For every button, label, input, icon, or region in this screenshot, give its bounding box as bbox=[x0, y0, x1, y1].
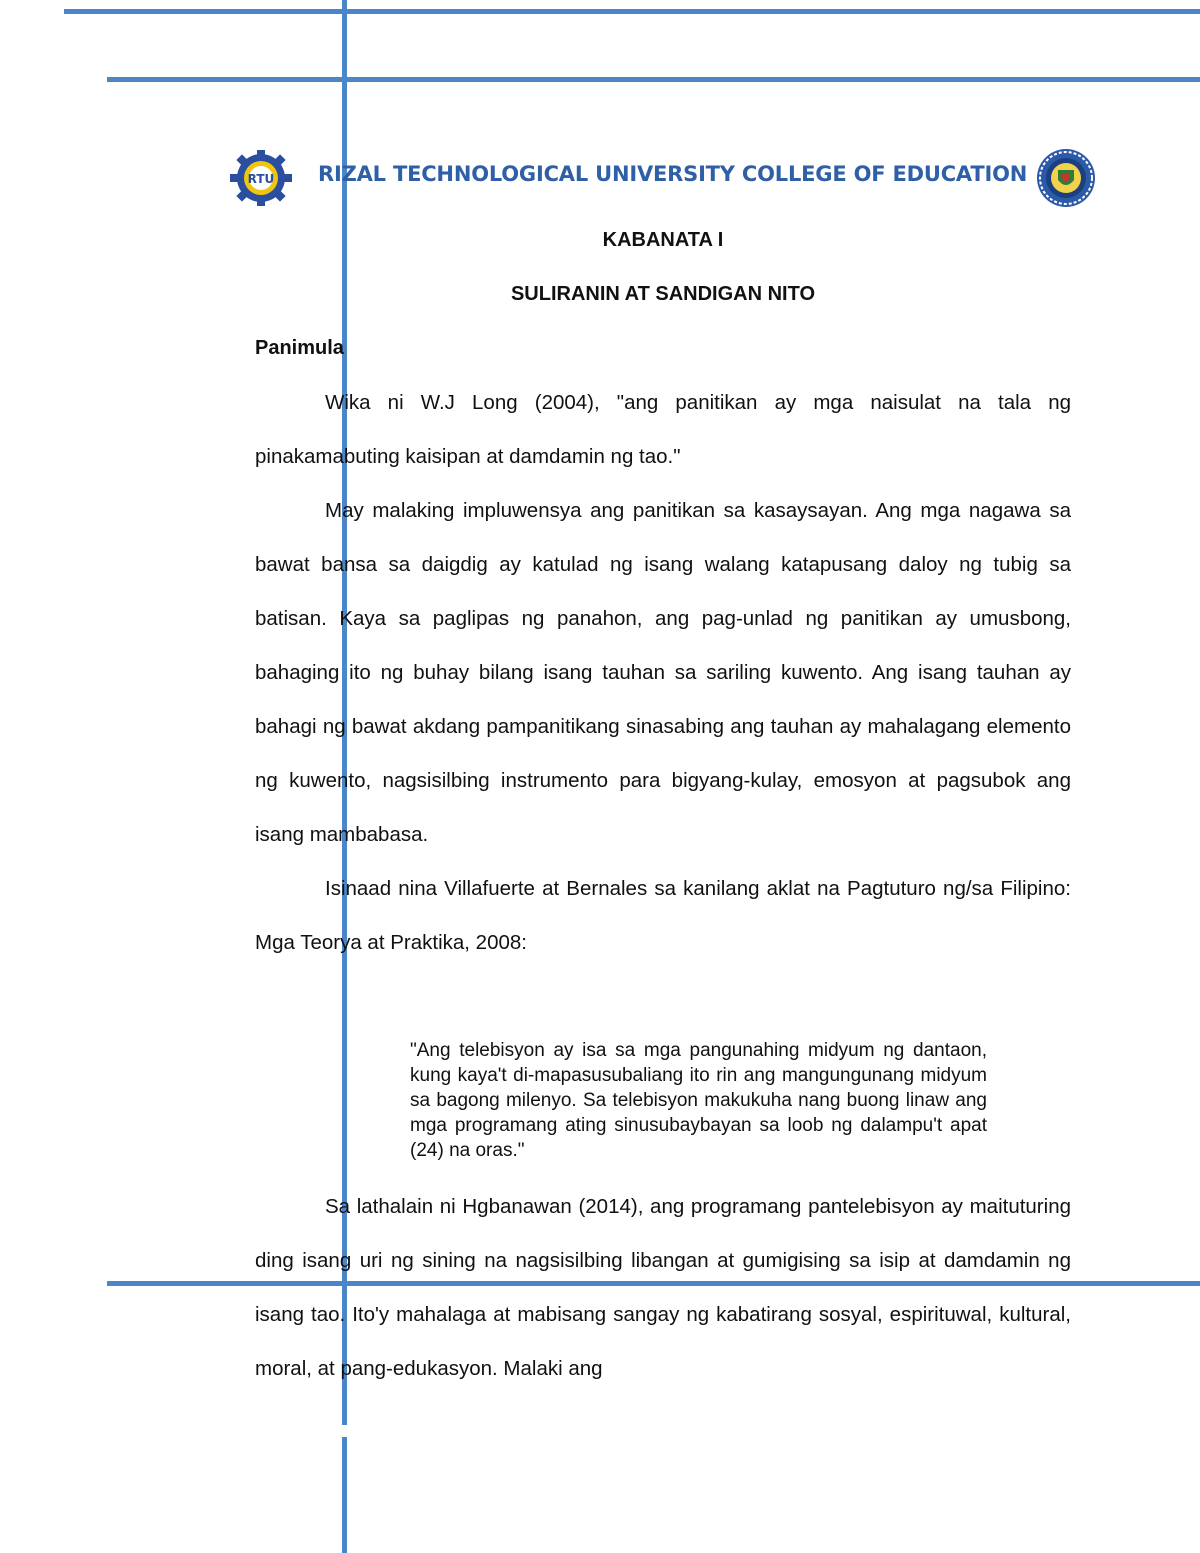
paragraph-2: May malaking impluwensya ang panitikan sa kasaysayan. Ang mga nagawa sa bawat bansa sa daigdig ay katulad ng isang walang katapusang daloy ng tubig sa batisan. Kaya sa paglipas ng panahon, ang pag-unlad ng panitikan ay umusbong, bahaging ito ng buhay bilang isang tauhan sa sariling kuwento. Ang isang tauhan ay bahagi ng bawat akdang pampanitikang sinasabing ang tauhan ay mahalagang elemento ng kuwento, nagsisilbing instrumento para bigyang-kulay, emosyon at pagsubok ang isang mambabasa. bbox=[255, 499, 1071, 846]
chapter-number: KABANATA I bbox=[602, 229, 724, 251]
section-heading: Panimula bbox=[255, 337, 344, 359]
paragraph-1: Wika ni W.J Long (2004), "ang panitikan ay mga naisulat na tala ng pinakamabuting kaisipan at damdamin ng tao." bbox=[255, 391, 1071, 468]
top-guide-line bbox=[64, 9, 1200, 14]
body-paragraphs bbox=[255, 376, 1071, 970]
block-quote: "Ang telebisyon ay isa sa mga pangunahing midyum ng dantaon, kung kaya't di-mapasusubaliang ito rin ang mangungunang midyum sa bagong milenyo. Sa telebisyon makukuha nang buong linaw ang mga programang ating sinusubaybayan sa loob ng dalampu't apat (24) na oras." bbox=[410, 1040, 987, 1161]
paragraph-4: Sa lathalain ni Hgbanawan (2014), ang programang pantelebisyon ay maituturing ding isang uri ng sining na nagsisilbing libangan at gumigising sa isip at damdamin ng isang tao. Ito'y mahalaga at mabisang sangay ng kabatirang sosyal, espirituwal, kultural, moral, at pang-edukasyon. Malaki ang bbox=[255, 1195, 1071, 1380]
margin-guide-line-top bbox=[107, 77, 1200, 82]
logo-initials: RTU bbox=[247, 172, 275, 186]
rtu-gear-logo bbox=[230, 150, 292, 211]
university-title: RIZAL TECHNOLOGICAL UNIVERSITY COLLEGE OF EDUCATION bbox=[318, 162, 1028, 186]
college-seal-logo bbox=[1036, 148, 1096, 213]
paragraph-3: Isinaad nina Villafuerte at Bernales sa kanilang aklat na Pagtuturo ng/sa Filipino: Mga Teorya at Praktika, 2008: bbox=[255, 877, 1071, 954]
vertical-guide-line-lower bbox=[342, 1437, 347, 1553]
closing-paragraph-container bbox=[255, 1180, 1071, 1396]
letterhead bbox=[230, 148, 1096, 208]
chapter-title: SULIRANIN AT SANDIGAN NITO bbox=[510, 283, 816, 305]
